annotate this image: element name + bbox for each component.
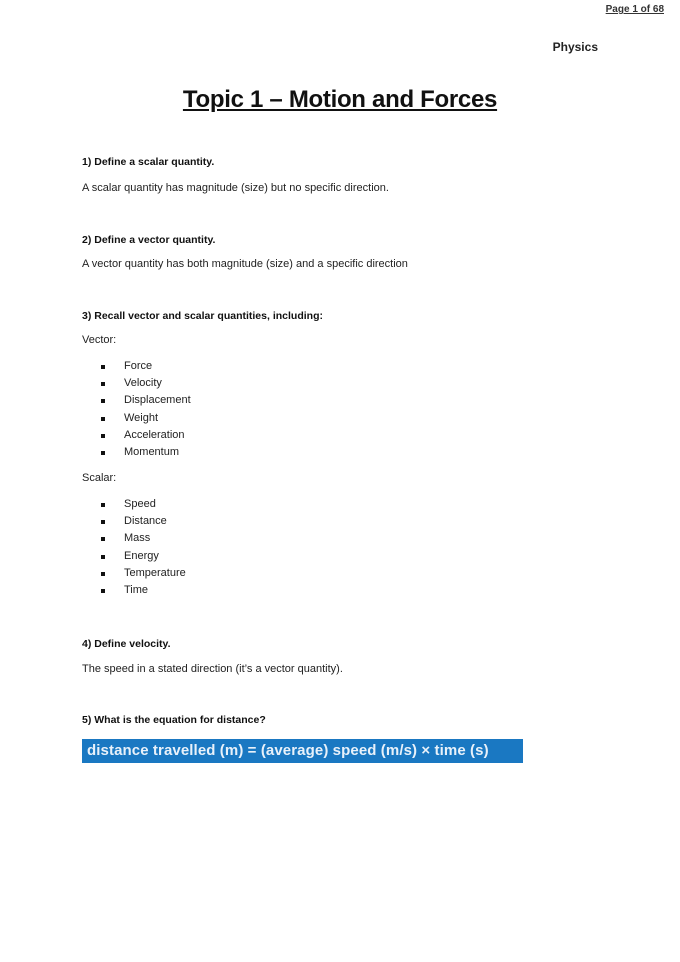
- list-item-text: Time: [124, 583, 149, 596]
- list-item-text: Force: [124, 360, 153, 372]
- list-item: [82, 496, 186, 513]
- question-3: 3) Recall vector and scalar quantities, including:: [82, 310, 323, 322]
- list-item-text: Acceleration: [124, 428, 185, 441]
- list-item: [82, 410, 191, 427]
- list-item: [82, 530, 186, 547]
- bullet-icon: [101, 572, 105, 576]
- list-item: [82, 427, 191, 444]
- question-5: 5) What is the equation for distance?: [82, 714, 266, 726]
- bullet-icon: [101, 399, 105, 403]
- list-item: [82, 582, 186, 599]
- list-item: [82, 513, 186, 530]
- bullet-icon: [101, 503, 105, 507]
- question-4: 4) Define velocity.: [82, 638, 171, 650]
- vector-label: Vector:: [82, 334, 117, 346]
- answer-4: The speed in a stated direction (it’s a vector quantity).: [82, 663, 343, 675]
- list-item: [82, 548, 186, 565]
- answer-2: A vector quantity has both magnitude (size) and a specific direction: [82, 258, 408, 270]
- bullet-icon: [101, 451, 105, 455]
- list-item-text: Momentum: [124, 445, 180, 458]
- bullet-icon: [101, 520, 105, 524]
- bullet-icon: [101, 365, 105, 369]
- page-title: Topic 1 – Motion and Forces: [182, 86, 498, 113]
- answer-1: A scalar quantity has magnitude (size) but no specific direction.: [82, 182, 389, 194]
- bullet-icon: [101, 382, 105, 386]
- list-item-text: Displacement: [124, 394, 191, 407]
- scalar-label: Scalar:: [82, 472, 117, 484]
- list-item: [82, 444, 191, 461]
- list-item-text: Weight: [124, 411, 159, 424]
- list-item-text: Temperature: [124, 566, 186, 579]
- subject-label: Physics: [552, 40, 598, 54]
- list-item: [82, 565, 186, 582]
- vector-list: [82, 358, 191, 461]
- page-number: Page 1 of 68: [605, 4, 664, 15]
- list-item-text: Velocity: [124, 377, 162, 390]
- list-item: [82, 392, 191, 409]
- list-item-text: Distance: [124, 515, 167, 528]
- list-item-text: Mass: [124, 532, 151, 545]
- list-item-text: Energy: [124, 549, 159, 562]
- list-item: [82, 358, 191, 375]
- bullet-icon: [101, 434, 105, 438]
- question-1: 1) Define a scalar quantity.: [82, 156, 215, 168]
- question-2: 2) Define a vector quantity.: [82, 234, 216, 246]
- bullet-icon: [101, 555, 105, 559]
- distance-equation-box: distance travelled (m) = (average) speed (m/s) × time (s): [82, 739, 523, 763]
- bullet-icon: [101, 589, 105, 593]
- list-item-text: Speed: [124, 498, 156, 510]
- scalar-list: [82, 496, 186, 599]
- bullet-icon: [101, 417, 105, 421]
- bullet-icon: [101, 537, 105, 541]
- list-item: [82, 375, 191, 392]
